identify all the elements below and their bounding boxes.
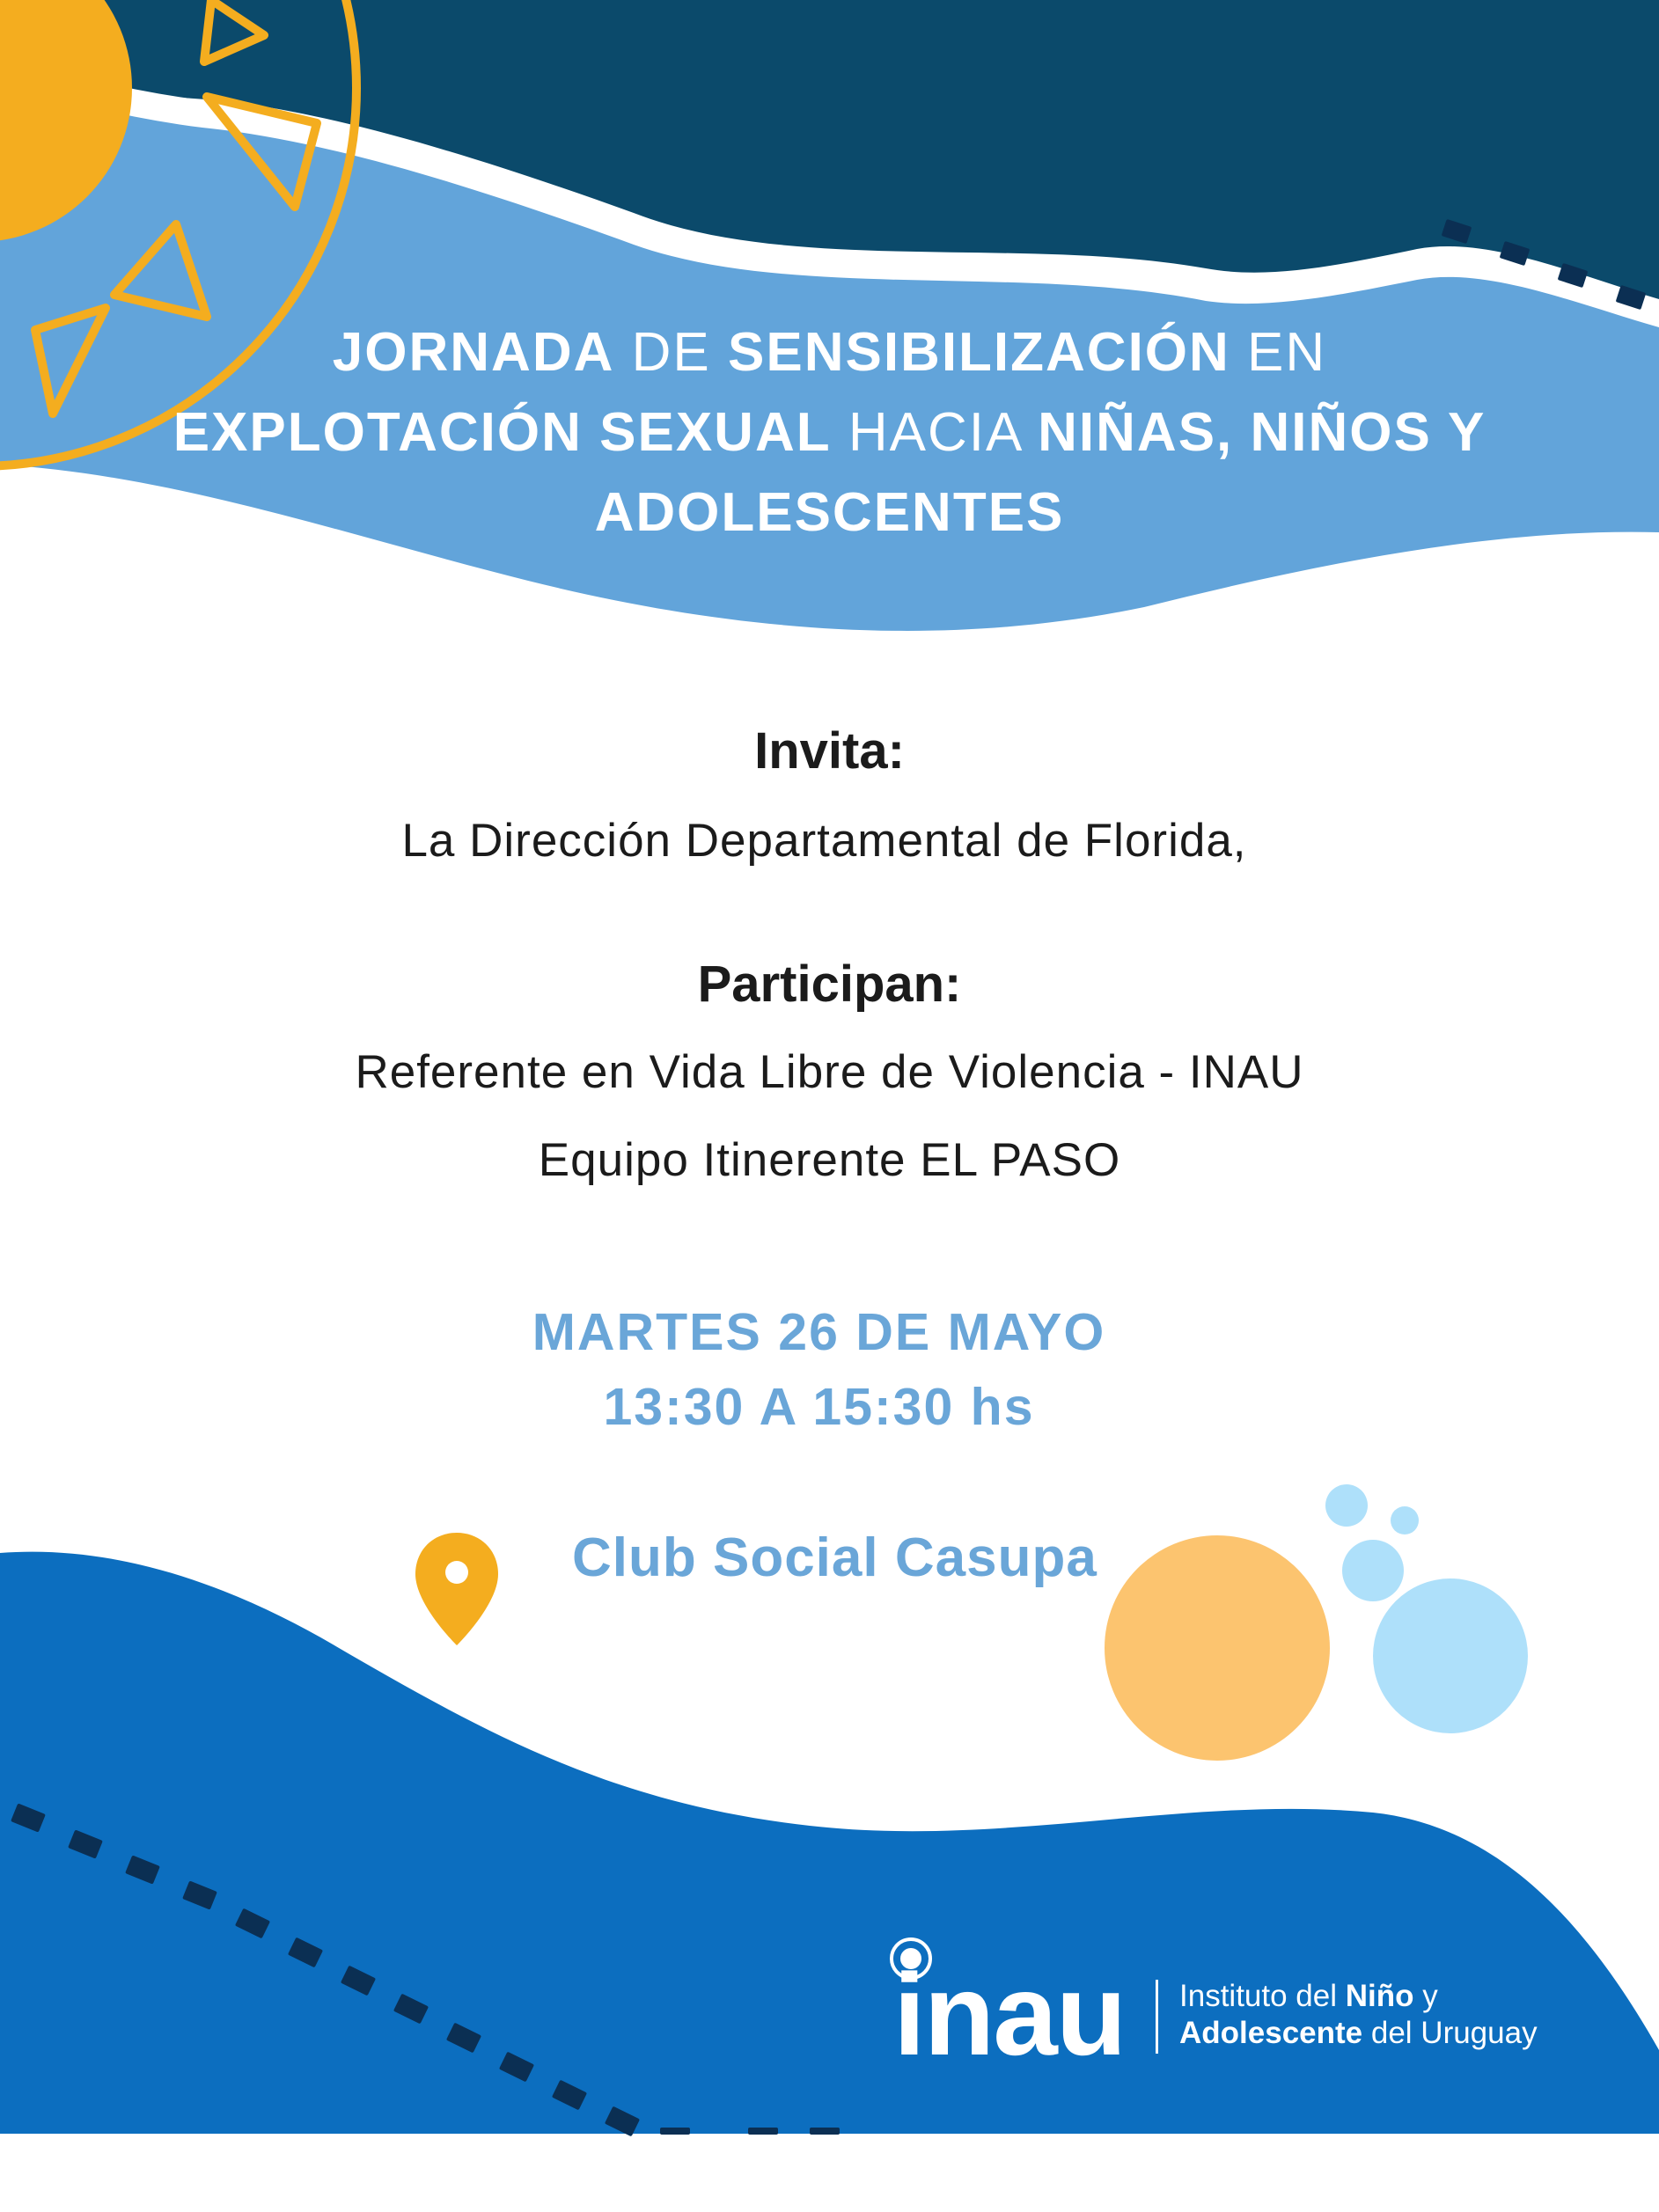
title-word: DE [631,322,711,383]
title-word: JORNADA [332,322,615,383]
participan-heading: Participan: [697,956,962,1013]
title-word: HACIA [848,402,1021,463]
event-time: 13:30 A 15:30 hs [603,1378,1035,1436]
title-word: EXPLOTACIÓN SEXUAL [173,402,832,463]
event-date: MARTES 26 DE MAYO [532,1303,1106,1361]
logo-subtitle [1179,1978,1538,2052]
logo-divider [1156,1980,1158,2054]
logo-sub-text: y [1422,1979,1438,2013]
participant-line: Equipo Itinerente EL PASO [538,1134,1121,1186]
blue-circle-small [1325,1484,1368,1527]
location-pin-icon [415,1533,498,1645]
invita-heading: Invita: [754,722,905,780]
title-word: EN [1247,322,1327,383]
title-word: NIÑAS, NIÑOS Y [1038,402,1486,463]
blue-circle-tiny [1391,1506,1419,1534]
logo-sub-text: Instituto del [1179,1979,1337,2013]
blue-circle-medium [1342,1540,1404,1601]
inau-wordmark: inau [893,1950,1126,2079]
logo-sub-text: Niño [1345,1979,1414,2013]
blue-circle-large [1373,1578,1528,1733]
title-word: ADOLESCENTES [594,482,1065,543]
invita-organizer: La Dirección Departamental de Florida, [401,815,1247,867]
event-venue: Club Social Casupa [572,1527,1097,1588]
participant-line: Referente en Vida Libre de Violencia - INAU [355,1046,1304,1098]
logo-sub-text: del Uruguay [1370,2016,1538,2050]
title-word: SENSIBILIZACIÓN [728,322,1230,383]
logo-sub-text: Adolescente [1179,2016,1363,2050]
event-title [106,312,1553,553]
orange-circle [1105,1535,1330,1761]
